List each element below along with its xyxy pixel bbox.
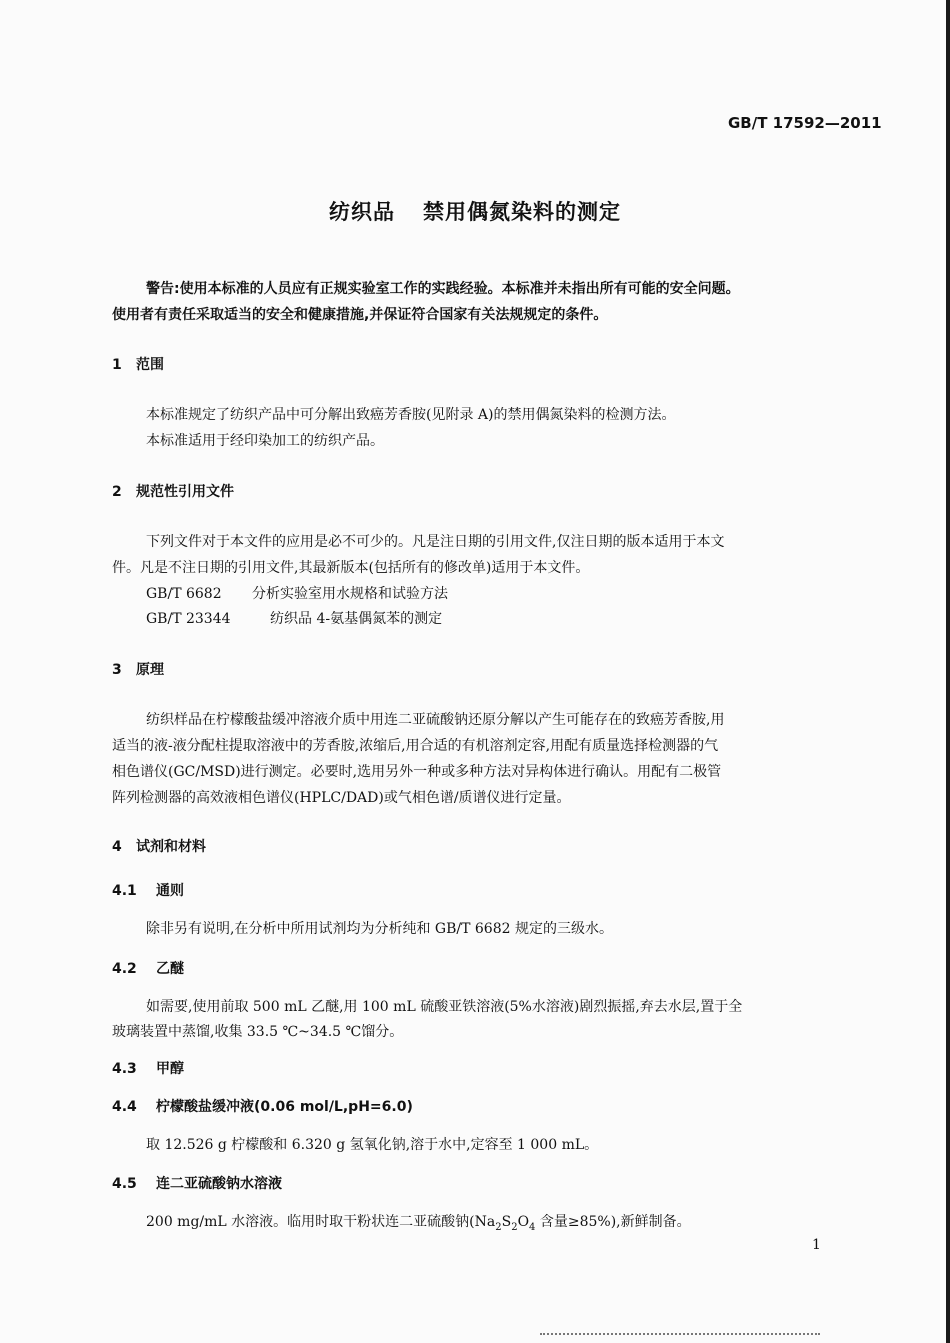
section-1-text-2: 本标准适用于经印染加工的纺织产品。	[146, 433, 384, 449]
section-2-heading	[112, 481, 234, 501]
section-4-5-text	[146, 1211, 691, 1231]
page-title	[0, 196, 950, 226]
section-4-heading	[112, 836, 206, 856]
scan-artifact-line	[540, 1333, 820, 1335]
reference-item	[146, 583, 448, 603]
reference-item	[146, 608, 442, 628]
section-4-4-heading	[112, 1096, 413, 1116]
section-title: 规范性引用文件	[136, 484, 234, 500]
section-1-heading	[112, 354, 164, 374]
reference-title: 纺织品 4-氨基偶氮苯的测定	[270, 611, 443, 627]
formula-part: O	[517, 1214, 530, 1230]
warning-line-1: 警告:使用本标准的人员应有正规实验室工作的实践经验。本标准并未指出所有可能的安全问题。	[146, 281, 740, 297]
section-number: 1	[112, 357, 122, 373]
section-4-2-text-line-1: 如需要,使用前取 500 mL 乙醚,用 100 mL 硫酸亚铁溶液(5%水溶液)剧烈振摇,弃去水层,置于全	[146, 999, 743, 1015]
section-4-2-text-line-2: 玻璃装置中蒸馏,收集 33.5 ℃~34.5 ℃馏分。	[112, 1024, 404, 1040]
section-4-4-text: 取 12.526 g 柠檬酸和 6.320 g 氢氧化钠,溶于水中,定容至 1 000 mL。	[146, 1137, 599, 1153]
section-title: 范围	[136, 357, 164, 373]
section-number: 4.2	[112, 961, 137, 977]
reference-title: 分析实验室用水规格和试验方法	[252, 586, 448, 602]
document-number: GB/T 17592—2011	[728, 114, 882, 132]
section-number: 4	[112, 839, 122, 855]
section-1-text-1: 本标准规定了纺织产品中可分解出致癌芳香胺(见附录 A)的禁用偶氮染料的检测方法。	[146, 407, 676, 423]
section-number: 4.5	[112, 1176, 137, 1192]
section-4-5-heading	[112, 1173, 282, 1193]
reference-code: GB/T 23344	[146, 611, 231, 627]
section-number: 2	[112, 484, 122, 500]
subscript: 2	[495, 1221, 502, 1233]
section-4-1-heading	[112, 880, 184, 900]
warning-line-2: 使用者有责任采取适当的安全和健康措施,并保证符合国家有关法规规定的条件。	[112, 307, 608, 323]
text-after-formula: 含量≥85%),新鲜制备。	[535, 1214, 691, 1230]
section-4-1-text: 除非另有说明,在分析中所用试剂均为分析纯和 GB/T 6682 规定的三级水。	[146, 921, 613, 937]
section-4-2-heading	[112, 958, 184, 978]
section-title: 乙醚	[156, 961, 184, 977]
title-part-1: 纺织品	[329, 200, 395, 224]
section-3-text-line-1: 纺织样品在柠檬酸盐缓冲溶液介质中用连二亚硫酸钠还原分解以产生可能存在的致癌芳香胺,用	[146, 712, 725, 728]
section-3-text-line-3: 相色谱仪(GC/MSD)进行测定。必要时,选用另外一种或多种方法对异构体进行确认。用配有二极管	[112, 764, 722, 780]
reference-code: GB/T 6682	[146, 586, 222, 602]
text-before-formula: 200 mg/mL 水溶液。临用时取干粉状连二亚硫酸钠(Na	[146, 1214, 496, 1230]
section-title: 试剂和材料	[136, 839, 206, 855]
section-3-text-line-4: 阵列检测器的高效液相色谱仪(HPLC/DAD)或气相色谱/质谱仪进行定量。	[112, 790, 571, 806]
section-4-3-heading	[112, 1058, 184, 1078]
section-number: 4.4	[112, 1099, 137, 1115]
section-title: 通则	[156, 883, 184, 899]
section-number: 4.3	[112, 1061, 137, 1077]
section-number: 4.1	[112, 883, 137, 899]
section-3-heading	[112, 659, 164, 679]
section-title: 连二亚硫酸钠水溶液	[156, 1176, 282, 1192]
section-2-text-line-2: 件。凡是不注日期的引用文件,其最新版本(包括所有的修改单)适用于本文件。	[112, 560, 590, 576]
title-part-2: 禁用偶氮染料的测定	[423, 200, 621, 224]
subscript: 4	[529, 1221, 536, 1233]
section-number: 3	[112, 662, 122, 678]
section-title: 柠檬酸盐缓冲液(0.06 mol/L,pH=6.0)	[156, 1099, 413, 1115]
section-2-text-line-1: 下列文件对于本文件的应用是必不可少的。凡是注日期的引用文件,仅注日期的版本适用于本文	[146, 534, 725, 550]
page-number: 1	[812, 1237, 821, 1253]
section-title: 原理	[136, 662, 164, 678]
subscript: 2	[511, 1221, 518, 1233]
formula-part: S	[501, 1214, 512, 1230]
section-title: 甲醇	[156, 1061, 184, 1077]
section-3-text-line-2: 适当的液-液分配柱提取溶液中的芳香胺,浓缩后,用合适的有机溶剂定容,用配有质量选择检测器的气	[112, 738, 719, 754]
